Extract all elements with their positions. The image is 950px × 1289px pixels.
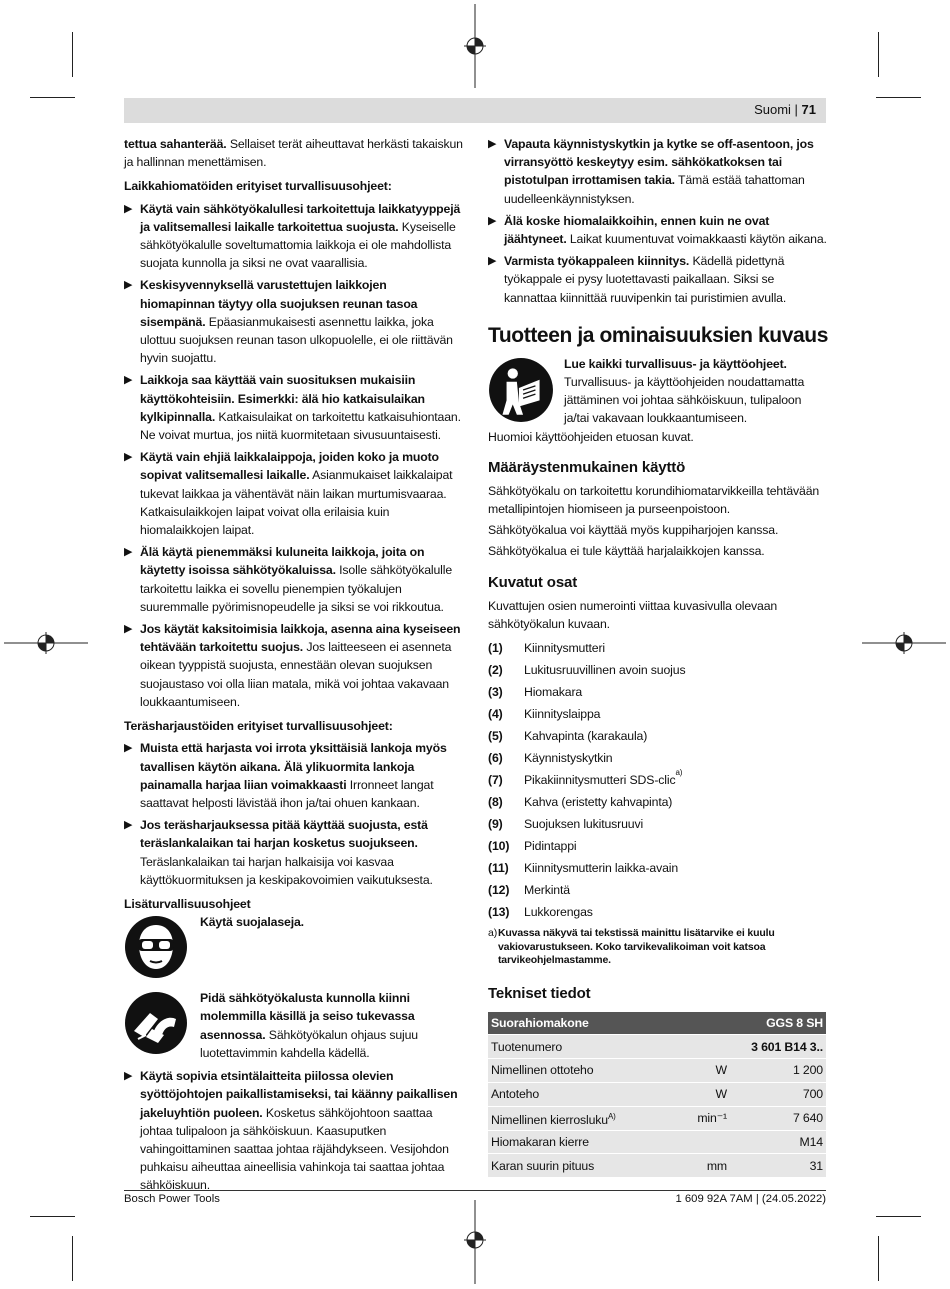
registration-mark-top [462,4,488,88]
arrow-icon: ▶ [124,202,133,215]
bullet-item: ▶ Vapauta käynnistyskytkin ja kytke se off-asentoon, jos virransyöttö keskeytyy esim. sähkökatkoksen tai pistotulpan irrottamisen takia. Tämä estää tahattoman uudelleenkäynnistyksen. [488,137,814,206]
read-manual-text: Lue kaikki turvallisuus- ja käyttöohjeet. [564,356,787,371]
paragraph: Sähkötyökalu on tarkoitettu korundihiomatarvikkeilla tehtävään metallipintojen hiomiseen ja purseenpoistoon. [488,483,820,517]
bullet-item: ▶ Jos käytät kaksitoimisia laikkoja, asenna aina kyseiseen tehtävään tarkoitettu suojus. Jos laitteeseen ei asenneta oikean tyyppistä suojusta, ennestään olevan suojuksen suojaustaso voi olla liian matala, mikä voi johtaa vakavaan loukkaantumiseen. [124,622,461,709]
list-item: (9) Suojuksen lukitusruuvi [488,817,644,832]
footnote: a) Kuvassa näkyvä tai tekstissä mainittu lisätarvike ei kuulu vakiovarustukseen. Koko tarvikevalikoiman voit katsoa tarvikeohjelmastamme. [488,927,775,967]
table-row: Hiomakaran kierre M14 [488,1130,826,1154]
crop-mark [30,97,75,98]
paragraph: Kuvattujen osien numerointi viittaa kuvasivulla olevaan sähkötyökalun kuvaan. [488,598,778,631]
bullet-item: ▶ Muista että harjasta voi irrota yksittäisiä lankoja myös tavallisen käytön aikana. Älä ylikuormita lankoja painamalla harjaa liian voimakkaasti Irronneet langat saattavat helposti lävistää ihon ja/tai ohuen kankaan. [124,741,447,810]
safety-glasses-row [124,913,464,989]
arrow-icon: ▶ [124,374,133,387]
crop-mark [30,1216,75,1217]
arrow-icon: ▶ [124,451,133,464]
table-row: Antoteho W 700 [488,1082,826,1106]
list-item: (6) Käynnistyskytkin [488,751,613,766]
list-item: (3) Hiomakara [488,685,583,700]
arrow-icon: ▶ [124,742,133,755]
read-manual-row: Lue kaikki turvallisuus- ja käyttöohjeet. Turvallisuus- ja käyttöohjeiden noudattamatta jättäminen voi johtaa sähköiskuun, tulipaloon ja/tai vakavaan loukkaantumiseen. [488,355,828,428]
safety-glasses-icon [124,915,188,979]
list-item: (2) Lukitusruuvillinen avoin suojus [488,663,686,678]
bullet-item: ▶ Käytä vain sähkötyökalullesi tarkoitettuja laikkatyyppejä ja valitsemallesi laikalle tarkoitettua suojusta. Kyseiselle sähkötyökalulle soveltumattomia laikkoja ei ole mahdollista suojata kunnolla ja siksi ne ovat vaarallisia. [124,201,461,271]
registration-mark-left [4,630,88,656]
bullet-item: ▶ Varmista työkappaleen kiinnitys. Kädellä pidettynä työkappale ei pysy luotettavasti paikallaan. Siksi se kannattaa kiinnittää ruuvipenkin tai puristimien avulla. [488,254,787,305]
crop-mark [878,32,879,77]
table-row: Nimellinen ottoteho W 1 200 [488,1059,826,1083]
paragraph: Sähkötyökalua voi käyttää myös kuppiharjojen kanssa. [488,523,779,538]
bullet-item: ▶ Keskisyvennyksellä varustettujen laikkojen hiomapinnan täytyy olla suojuksen reunan tasoa sisempänä. Epäasianmukaisesti asennettu laikka, joka ulottuu suojuksen reunan tason ulkopuolelle, ei ole riittävän hyvin suojattu. [124,278,453,366]
right-column [488,135,828,1178]
page-number: 71 [801,102,816,117]
list-item: (8) Kahva (eristetty kahvapinta) [488,795,673,810]
paragraph: Sähkötyökalua ei tule käyttää harjalaikkojen kanssa. [488,544,765,559]
crop-mark [72,32,73,77]
registration-mark-right [862,630,946,656]
crop-mark [876,97,921,98]
bullet-item: ▶ Käytä vain ehjiä laikkalaippoja, joiden koko ja muoto sopivat valitsemallesi laikalle. Asianmukaiset laikkalaipat tukevat laikkaa ja vähentävät näin laikan murtumisvaaraa. Katkaisulaikkojen laipat voivat olla erilaisia kuin hiomalaikkojen laipat. [124,450,453,538]
section-subheading: Teräsharjaustöiden erityiset turvallisuusohjeet: [124,719,393,734]
arrow-icon: ▶ [488,214,497,227]
table-header: Suorahiomakone GGS 8 SH [488,1012,826,1035]
safety-glasses-text: Käytä suojalaseja. [200,915,304,930]
bullet-item: ▶ Käytä sopivia etsintälaitteita piilossa olevien syöttöjohtojen paikallistamiseksi, tai käänny paikallisen jakeluyhtiön puoleen. Kosketus sähköjohtoon saattaa johtaa tulipaloon ja sähköiskuun. Kaasuputken vahingoittaminen saattaa johtaa räjähdykseen. Vesijohdon puhkaisu aiheuttaa aineellisia vahinkoja tai saattaa johtaa sähköiskuun. [124,1069,458,1193]
read-manual-icon [488,357,554,423]
list-item: (5) Kahvapinta (karakaula) [488,729,648,744]
list-item: (10) Pidintappi [488,839,577,854]
arrow-icon: ▶ [124,819,133,832]
paragraph: tettua sahanterää. Sellaiset terät aiheuttavat herkästi takaiskun ja hallinnan menettämisen. [124,137,463,170]
list-item: (7) Pikakiinnitysmutteri SDS-clic a) [488,768,683,788]
bullet-item: ▶ Laikkoja saa käyttää vain suosituksen mukaisiin käyttökohteisiin. Esimerkki: älä hio katkaisulaikan kylkipinnalla. Katkaisulaikat on tarkoitettu katkaisuhiontaan. Ne voivat murtua, jos niitä kuormitetaan sivusuuntaisesti. [124,373,461,443]
tech-data-table [488,1012,826,1179]
arrow-icon: ▶ [488,138,497,150]
table-row: Tuotenumero 3 601 B14 3.. [488,1035,826,1059]
two-hands-icon [124,991,188,1055]
parts-list [488,637,828,923]
footer-doc-id: 1 609 92A 7AM | (24.05.2022) [675,1193,826,1205]
section-title: Tuotteen ja ominaisuuksien kuvaus [488,323,828,347]
registration-mark-bottom [462,1200,488,1284]
list-item: (11) Kiinnitysmutterin laikka-avain [488,861,679,876]
crop-mark [72,1236,73,1281]
list-item: (4) Kiinnityslaippa [488,707,601,722]
crop-mark [876,1216,921,1217]
list-item: (13) Lukkorengas [488,905,593,920]
page-footer [124,1190,826,1205]
two-hands-row: Pidä sähkötyökalusta kunnolla kiinni molemmilla käsillä ja seiso tukevassa asennossa. Sähkötyökalun ohjaus sujuu luotettavimmin kahdella kädellä. [124,989,464,1063]
arrow-icon: ▶ [124,546,133,559]
subsection-title: Määräystenmukainen käyttö [488,458,686,476]
bullet-item: ▶ Älä koske hiomalaikkoihin, ennen kuin ne ovat jäähtyneet. Laikat kuumentuvat voimakkaasti käytön aikana. [488,213,827,247]
list-item: (12) Merkintä [488,883,570,898]
list-item: (1) Kiinnitysmutteri [488,641,605,656]
bullet-item: ▶ Jos teräsharjauksessa pitää käyttää suojusta, estä teräslankalaikan tai harjan kosketus suojukseen. Teräslankalaikan tai harjan halkaisija voi kasvaa käyttökuormituksen ja keskipakovoimien vaikutuksesta. [124,818,433,887]
footer-brand: Bosch Power Tools [124,1193,220,1205]
subsection-title: Kuvatut osat [488,573,578,591]
table-row: Nimellinen kierrosluku$^{A)}$ min⁻¹ 7 640 [488,1106,826,1130]
table-row: Karan suurin pituus mm 31 [488,1154,826,1178]
page-header [124,98,826,123]
header-language: Suomi | [754,102,798,117]
crop-mark [878,1236,879,1281]
read-note: Huomioi käyttöohjeiden etuosan kuvat. [488,429,694,444]
arrow-icon: ▶ [488,255,497,268]
bullet-item: ▶ Älä käytä pienemmäksi kuluneita laikkoja, joita on käytetty isoissa sähkötyökaluissa. Isolle sähkötyökalulle tarkoitettu laikka ei sovellu pienempien työkalujen suuremmalle pyörimisnopeudelle ja siksi se voi rikkoutua. [124,545,453,614]
arrow-icon: ▶ [124,279,133,292]
subsection-title: Tekniset tiedot [488,984,591,1002]
arrow-icon: ▶ [124,1070,133,1083]
section-subheading: Lisäturvallisuusohjeet [124,896,251,911]
arrow-icon: ▶ [124,623,133,636]
section-subheading: Laikkahiomatöiden erityiset turvallisuusohjeet: [124,179,392,194]
two-hands-text: Pidä sähkötyökalusta kunnolla kiinni molemmilla käsillä ja seiso tukevassa asennossa. [200,991,415,1042]
left-column [124,135,464,1195]
